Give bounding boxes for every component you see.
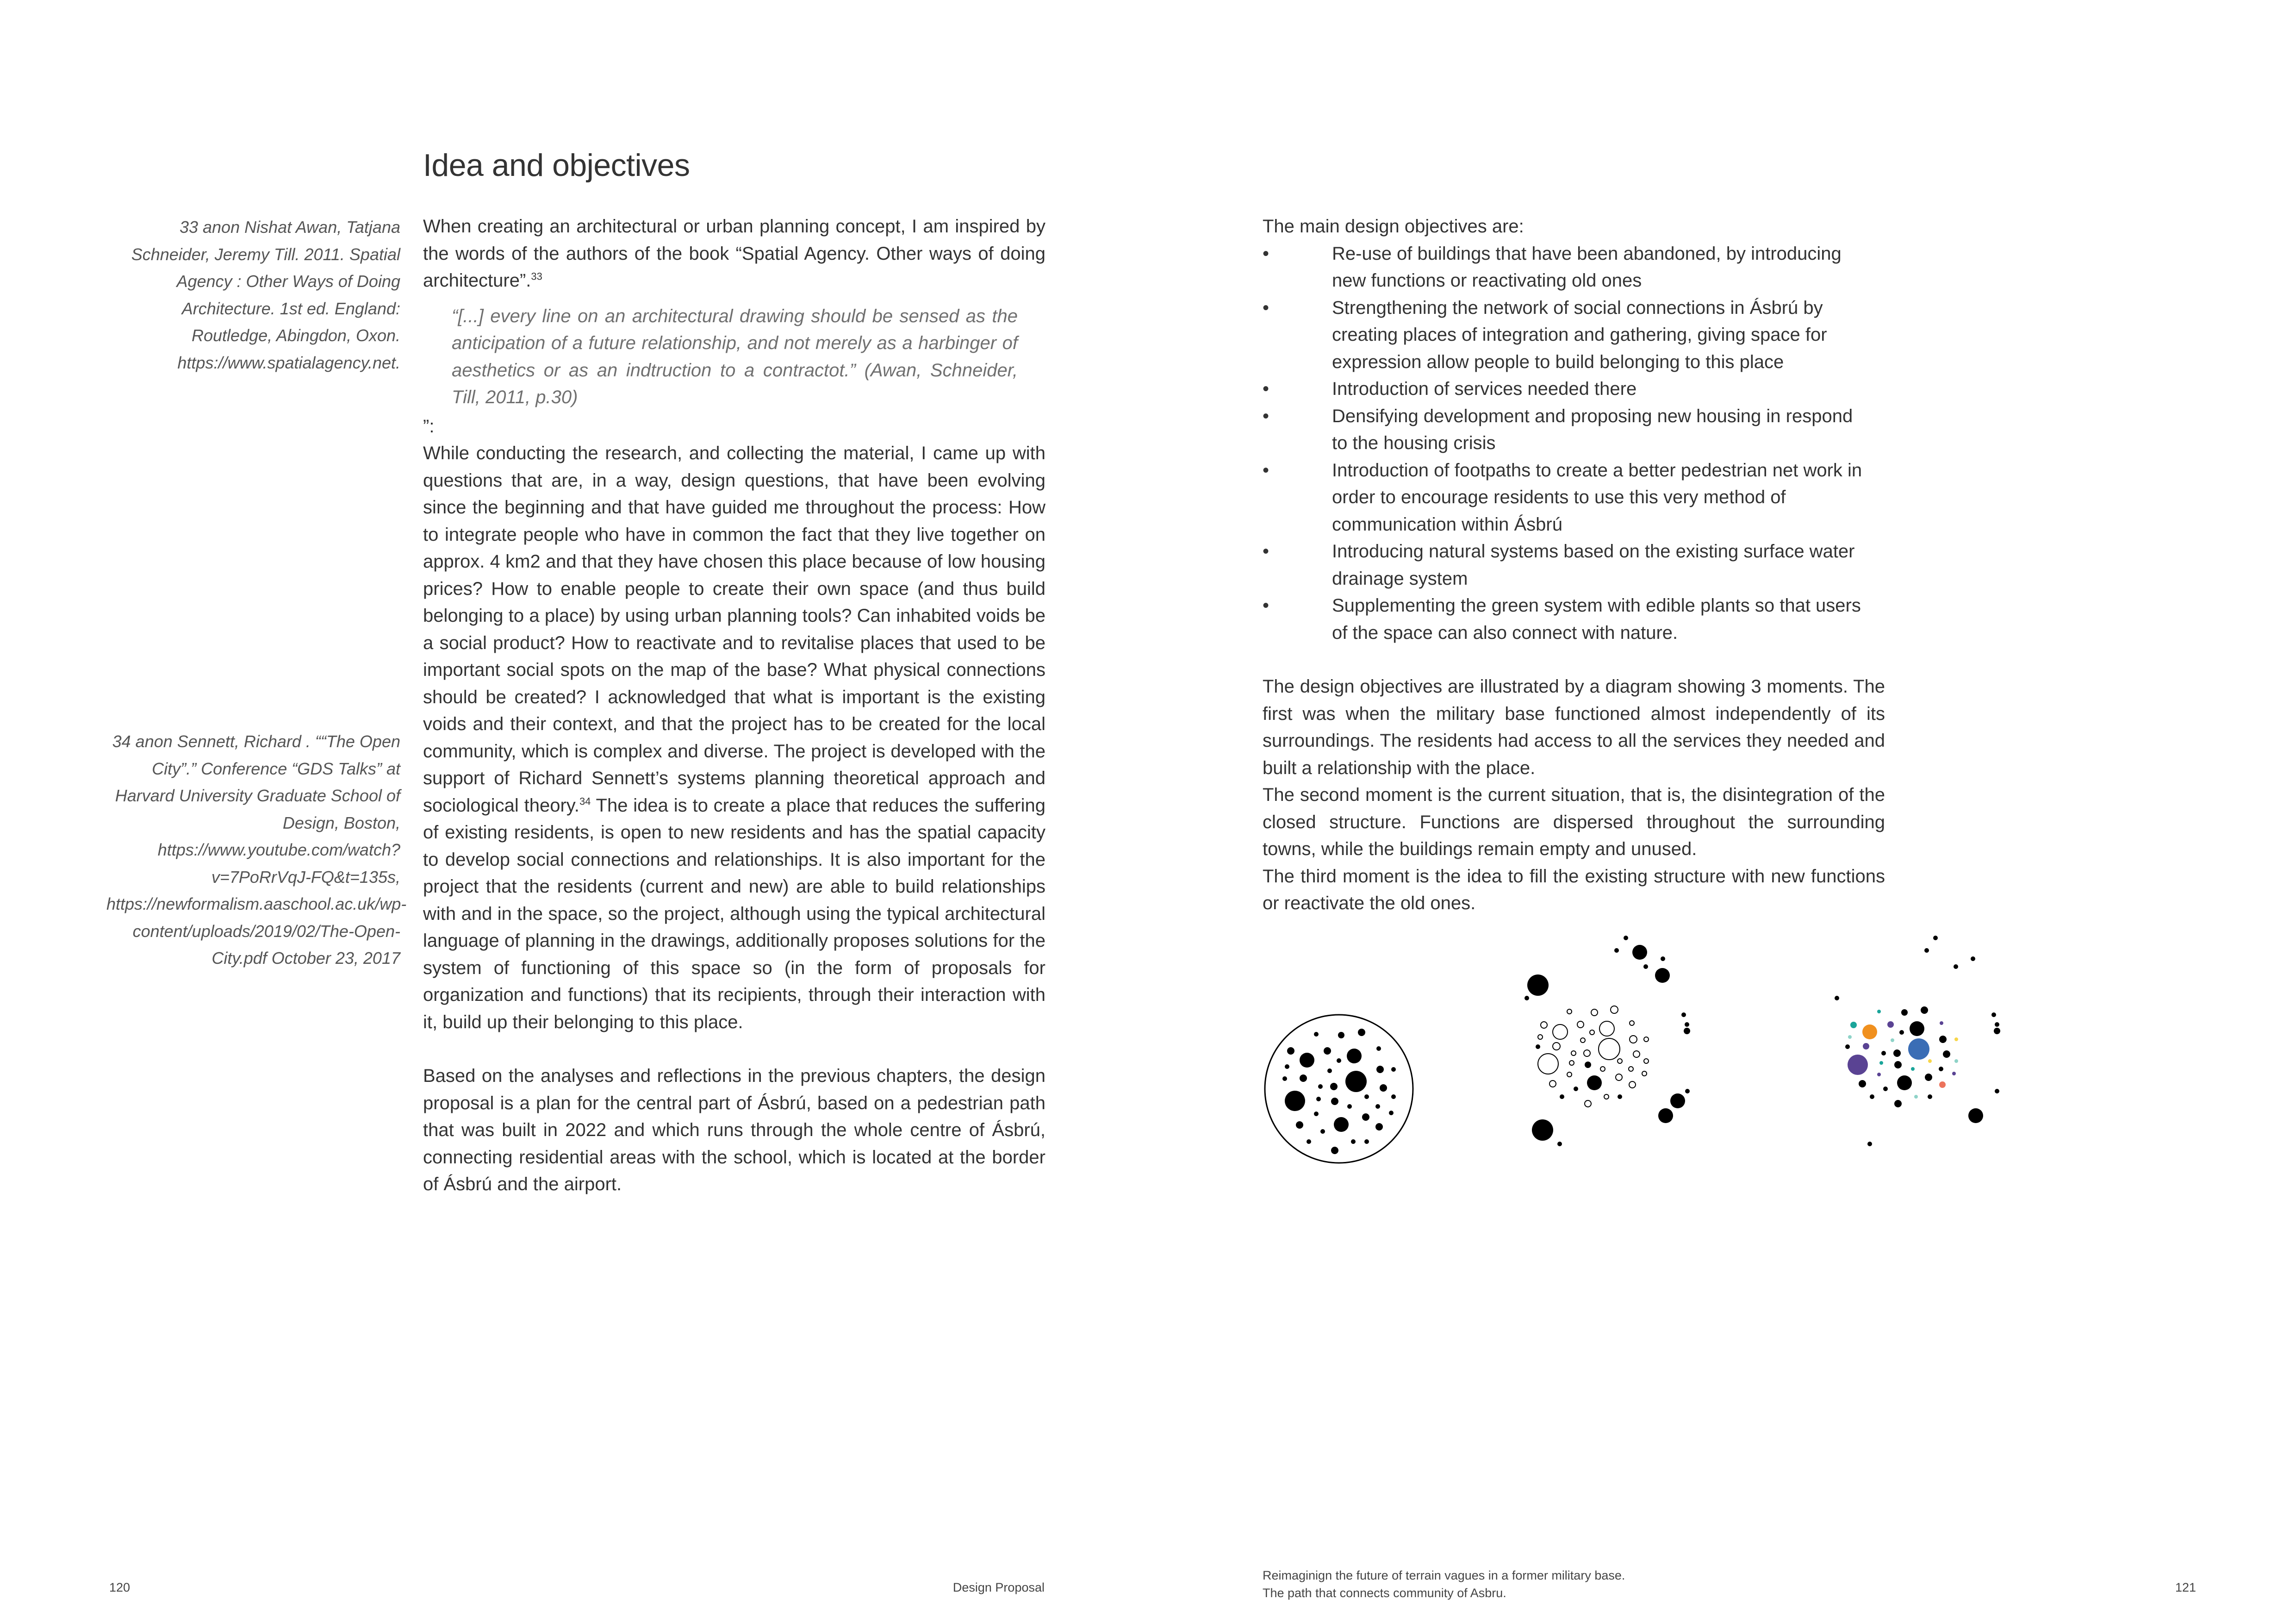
page-title: Idea and objectives <box>423 148 690 183</box>
objective-text: Re-use of buildings that have been abandoned, by introducing new functions or reactivating old ones <box>1332 243 1842 291</box>
intro-text: When creating an architectural or urban planning concept, I am inspired by the words of the authors of the book “Spatial Agency. Other ways of doing architecture”. <box>423 216 1045 291</box>
footnote-33: 33 anon Nishat Awan, Tatjana Schneider, Jeremy Till. 2011. Spatial Agency : Other Ways of Doing Architecture. 1st ed. England: Routledge, Abingdon, Oxon. https://www.spatialagency.net. <box>131 218 400 372</box>
objective-item <box>1263 240 1885 294</box>
bullet-icon: • <box>1263 297 1269 318</box>
research-text-2: The idea is to create a place that reduces the suffering of existing residents, is open to new residents and has the spatial capacity to develop social connections and relationships. It is also important for the project that the residents (current and new) are able to build relationships with and in the space, so the project, although using the typical architectural language of planning in the drawings, additionally proposes solutions for the system of functioning of this space so (in the form of proposals for organization and functions) that its recipients, through their interaction with it, build up their belonging to this place. <box>423 795 1046 1032</box>
caption-line-2: The path that connects community of Asbru. <box>1263 1586 1506 1600</box>
objective-item <box>1263 592 1885 646</box>
intro-paragraph <box>423 213 1045 294</box>
footnote-ref-34[interactable]: 34 <box>579 795 591 807</box>
left-body-column <box>423 213 1045 1198</box>
bullet-icon: • <box>1263 595 1269 616</box>
objective-text: Introduction of footpaths to create a better pedestrian net work in order to encourage residents to use this very method of communication within Ásbrú <box>1332 460 1862 535</box>
right-body-column <box>1263 213 1885 917</box>
research-paragraph <box>423 440 1045 1036</box>
bullet-icon: • <box>1263 541 1269 562</box>
bullet-icon: • <box>1263 460 1269 481</box>
paragraph-gap <box>423 1036 1045 1062</box>
bullet-icon: • <box>1263 406 1269 426</box>
objective-text: Introduction of services needed there <box>1332 379 1637 399</box>
research-text-1: While conducting the research, and collecting the material, I came up with questions that are, in a way, design questions, that have been evolving since the beginning and that have guided me throughout the process: How to integrate people who have in common the fact that they live together on approx. 4 km2 and that they have chosen this place because of low housing prices? How to enable people to create their own space (and thus build belonging to a place) by using urban planning tools? Can inhabited voids be a social product? How to reactivate and to revitalise places that used to be important social spots on the map of the base? What physical connections should be created? I acknowledged that what is important is the existing voids and their context, and that the project has to be created for the local community, which is complex and diverse. The project is developed with the support of Richard Sennett’s systems planning theoretical approach and sociological theory. <box>423 443 1045 816</box>
objective-text: Strengthening the network of social connections in Ásbrú by creating places of integration and gathering, giving space for expression allow people to build belonging to this place <box>1332 297 1827 372</box>
objective-item <box>1263 294 1885 376</box>
objective-text: Introducing natural systems based on the existing surface water drainage system <box>1332 541 1855 589</box>
diagram-moment-2-icon <box>1504 926 1736 1231</box>
objectives-intro: The main design objectives are: <box>1263 216 1524 237</box>
objective-item <box>1263 403 1885 457</box>
moments-text <box>1263 673 1885 917</box>
moment-paragraph-3: The third moment is the idea to fill the existing structure with new functions or reactivate the old ones. <box>1263 866 1885 913</box>
moment-paragraph-2: The second moment is the current situation, that is, the disintegration of the closed structure. Functions are dispersed throughout the surrounding towns, while the buildings remain empty and unused. <box>1263 785 1885 859</box>
moment-paragraph-1: The design objectives are illustrated by a diagram showing 3 moments. The first was when the military base functioned almost independently of its surroundings. The residents had access to all the services they needed and built a relationship with the place. <box>1263 676 1885 778</box>
bullet-icon: • <box>1263 379 1269 399</box>
objective-item <box>1263 457 1885 538</box>
proposal-paragraph: Based on the analyses and reflections in the previous chapters, the design proposal is a plan for the central part of Ásbrú, based on a pedestrian path that was built in 2022 and which runs through the whole centre of Ásbrú, connecting residential areas with the school, which is located at the border of Ásbrú and the airport. <box>423 1066 1045 1194</box>
page-number-right: 121 <box>2175 1580 2196 1594</box>
paragraph-gap <box>1263 646 1885 673</box>
running-head-section: Design Proposal <box>952 1580 1045 1594</box>
block-quote: “[...] every line on an architectural drawing should be sensed as the anticipation of a future relationship, and not merely as a harbinger of aesthetics or as an indtruction to a contractot.” (Awan, Schneider, Till, 2011, p.30) <box>452 306 1018 407</box>
objectives-list <box>1263 240 1885 647</box>
caption-line-1: Reimaginign the future of terrain vagues in a former military base. <box>1263 1568 1625 1582</box>
diagram-moment-3-icon <box>1819 926 2027 1231</box>
footnote-ref-33[interactable]: 33 <box>531 270 542 282</box>
footnote-34: 34 anon Sennett, Richard . ““The Open City”.” Conference “GDS Talks” at Harvard University Graduate School of Design, Boston, https://www.youtube.com/watch?v=7PoRrVqJ-FQ&t=135s, https://newformalism.aaschool.ac.uk/wp-content/uploads/2019/02/The-Open-City.pdf October 23, 2017 <box>106 732 407 968</box>
bullet-icon: • <box>1263 243 1269 264</box>
diagram-moment-1-icon <box>1250 995 1444 1190</box>
quote-closing: ”: <box>423 416 435 437</box>
objective-item <box>1263 375 1885 403</box>
objective-text: Densifying development and proposing new housing in respond to the housing crisis <box>1332 406 1853 453</box>
page-caption <box>1263 1567 1625 1602</box>
page-number-left: 120 <box>109 1580 131 1594</box>
objective-text: Supplementing the green system with edible plants so that users of the space can also connect with nature. <box>1332 595 1861 643</box>
objective-item <box>1263 538 1885 592</box>
